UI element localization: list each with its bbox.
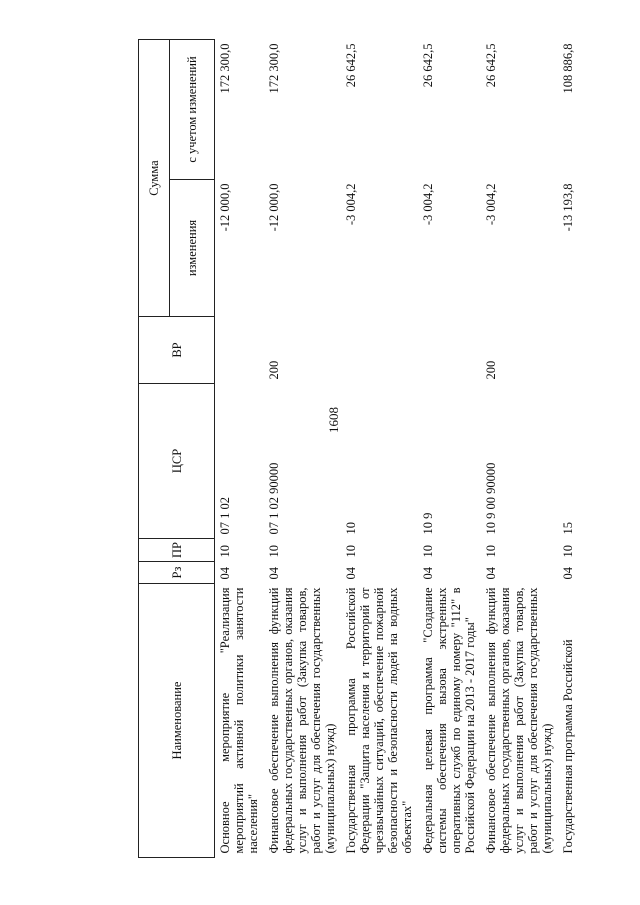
table-row [418, 40, 481, 858]
row-change: -12 000,0 [267, 183, 281, 232]
row-csr: 07 1 02 90000 [267, 462, 281, 535]
row-change: -3 004,2 [484, 183, 498, 226]
header-vr: ВР [139, 317, 215, 384]
row-total: 26 642,5 [344, 43, 358, 88]
row-name: Государственная программа Российской [561, 639, 575, 854]
budget-table [138, 39, 579, 858]
page-number: 1608 [326, 407, 341, 433]
row-vr [558, 317, 579, 384]
row-name: Финансовое обеспечение выполнения функций федеральных государственных органов, оказания услуг и выполнения работ (Закупка товаров, работ и услуг для обеспечения государственных (муниципальных) нужд) [484, 587, 554, 854]
rotated-budget-table [138, 40, 592, 858]
row-name: Государственная программа Российской Федерации "Защита населения и территорий от чрезвычайных ситуаций, обеспечение пожарной безопасности и безопасности людей на водных объектах" [344, 587, 414, 854]
row-pr: 10 [561, 545, 575, 558]
header-name: Наименование [139, 584, 215, 858]
row-vr: 200 [267, 360, 281, 380]
header-csr: ЦСР [139, 384, 215, 539]
header-sum: Сумма [139, 40, 170, 317]
row-total: 26 642,5 [484, 43, 498, 88]
row-rz: 04 [421, 567, 435, 580]
row-vr [418, 317, 481, 384]
row-vr: 200 [484, 360, 498, 380]
table-row [481, 40, 558, 858]
row-change: -3 004,2 [421, 183, 435, 226]
row-rz: 04 [561, 567, 575, 580]
row-rz: 04 [484, 567, 498, 580]
row-total: 108 886,8 [561, 43, 575, 94]
row-change: -13 193,8 [561, 183, 575, 232]
row-name: Основное мероприятие "Реализация мероприятий активной политики занятости населения" [218, 587, 260, 854]
table-row [341, 40, 418, 858]
row-change: -12 000,0 [218, 183, 232, 232]
table-row [264, 40, 341, 858]
row-name: Финансовое обеспечение выполнения функций федеральных государственных органов, оказания услуг и выполнения работ (Закупка товаров, работ и услуг для обеспечения государственных (муниципальных) нужд) [267, 587, 337, 854]
row-pr: 10 [218, 545, 232, 558]
row-csr: 10 9 00 90000 [484, 462, 498, 535]
row-name: Федеральная целевая программа "Создание системы обеспечения вызова экстренных оперативных служб по единому номеру "112" в Российской Федерации на 2013 - 2017 годы" [421, 587, 477, 854]
row-pr: 10 [267, 545, 281, 558]
header-changes: изменения [170, 180, 215, 317]
table-body [215, 40, 580, 858]
row-pr: 10 [344, 545, 358, 558]
header-rz: Рз [139, 562, 215, 584]
row-csr: 07 1 02 [218, 497, 232, 535]
row-vr [341, 317, 418, 384]
row-csr: 15 [561, 522, 575, 535]
row-total: 172 300,0 [218, 43, 232, 94]
header-with-changes: с учетом изменений [170, 40, 215, 180]
row-csr: 10 9 [421, 512, 435, 535]
table-row [215, 40, 265, 858]
row-pr: 10 [421, 545, 435, 558]
row-rz: 04 [267, 567, 281, 580]
header-pr: ПР [139, 539, 215, 562]
row-total: 172 300,0 [267, 43, 281, 94]
header-row [139, 40, 170, 858]
row-csr: 10 [344, 522, 358, 535]
row-rz: 04 [344, 567, 358, 580]
row-rz: 04 [218, 567, 232, 580]
row-vr [215, 317, 265, 384]
row-change: -3 004,2 [344, 183, 358, 226]
row-pr: 10 [484, 545, 498, 558]
row-total: 26 642,5 [421, 43, 435, 88]
table-row [558, 40, 579, 858]
